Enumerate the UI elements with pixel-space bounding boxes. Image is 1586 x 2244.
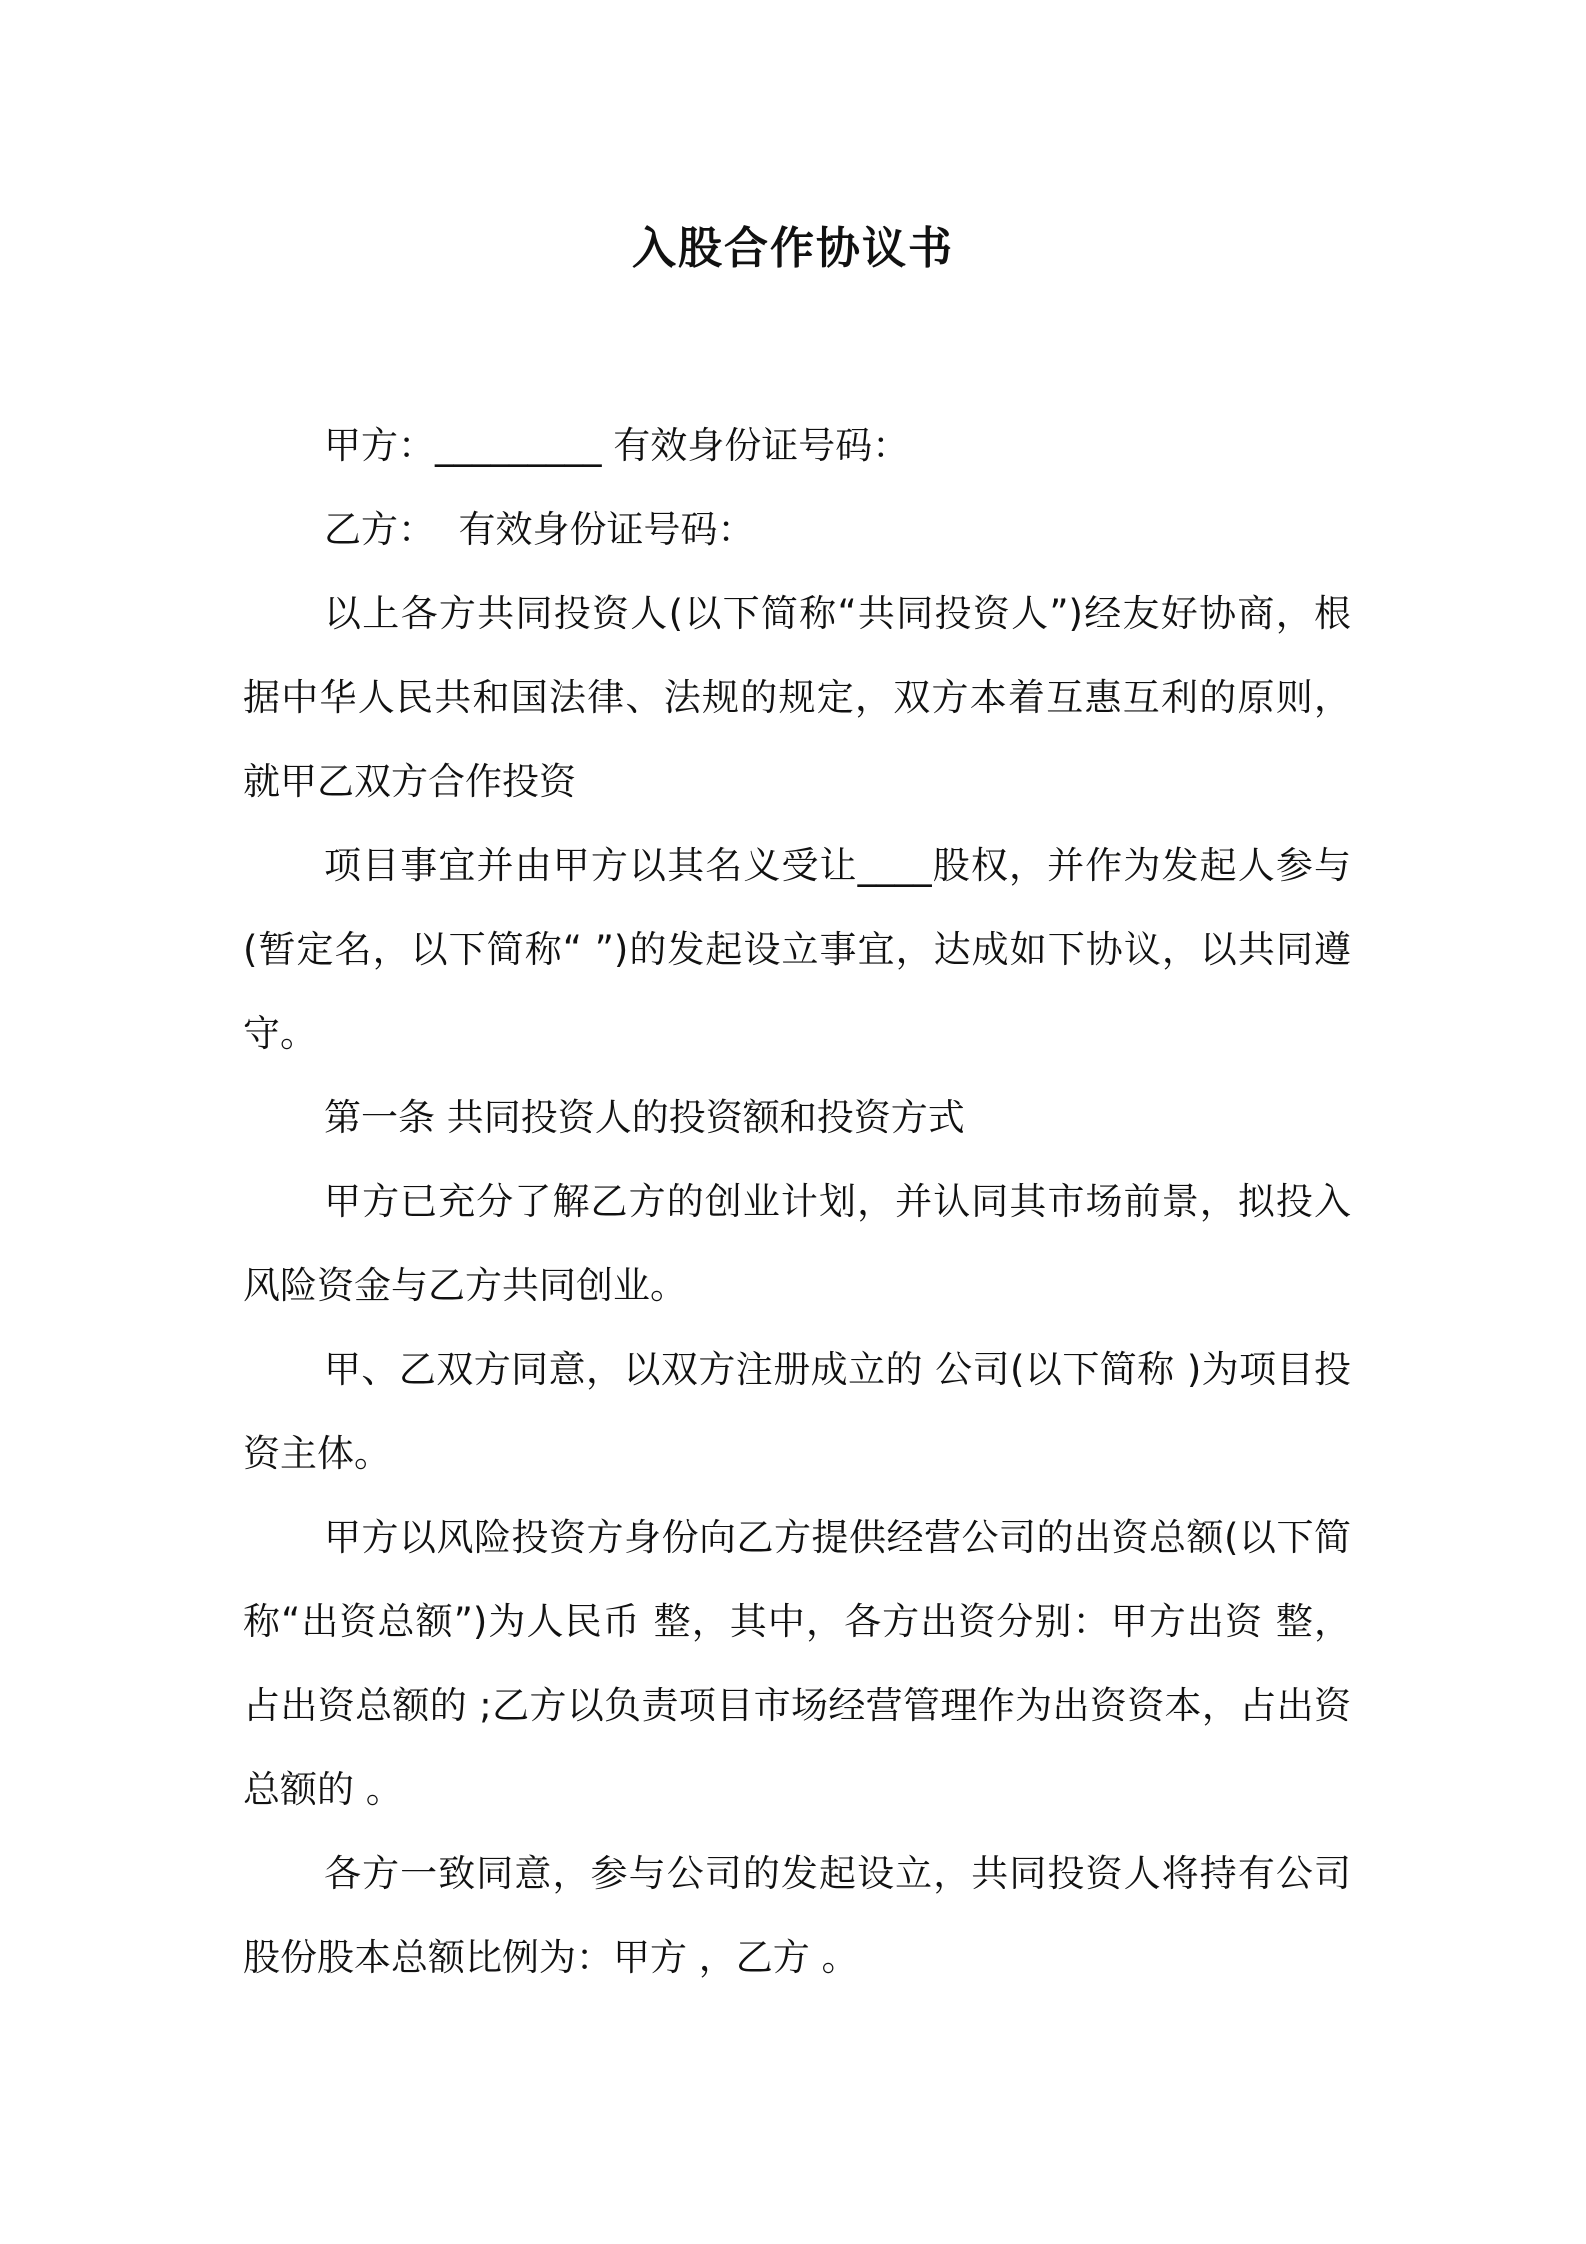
party-b-line: 乙方： 有效身份证号码： <box>324 508 755 551</box>
article-one-heading: 第一条 共同投资人的投资额和投资方式 <box>324 1096 965 1139</box>
project-paragraph: 项目事宜并由甲方以其名义受让____股权，并作为发起人参与 (暂定名，以下简称“ ”)的发起设立事宜，达成如下协议，以共同遵守。 <box>243 844 1363 1055</box>
shareholding-ratio-paragraph: 各方一致同意，参与公司的发起设立，共同投资人将持有公司股份股本总额比例为：甲方 ，乙方 。 <box>243 1852 1351 1979</box>
investment-entity-paragraph: 甲、乙双方同意，以双方注册成立的 公司(以下简称 )为项目投资主体。 <box>243 1348 1351 1475</box>
document-title: 入股合作协议书 <box>632 223 954 274</box>
investment-intent-paragraph: 甲方已充分了解乙方的创业计划，并认同其市场前景，拟投入风险资金与乙方共同创业。 <box>243 1180 1351 1307</box>
document-body <box>243 404 1363 2000</box>
preamble-paragraph: 以上各方共同投资人(以下简称“共同投资人”)经友好协商，根据中华人民共和国法律、法规的规定，双方本着互惠互利的原则，就甲乙双方合作投资 <box>243 592 1351 803</box>
party-a-line: 甲方：_________ 有效身份证号码： <box>324 424 910 467</box>
capital-contribution-paragraph: 甲方以风险投资方身份向乙方提供经营公司的出资总额(以下简称“出资总额”)为人民币 整，其中，各方出资分别：甲方出资 整，占出资总额的 ;乙方以负责项目市场经营管理作为出资资本，占出资总额的 。 <box>243 1516 1351 1811</box>
